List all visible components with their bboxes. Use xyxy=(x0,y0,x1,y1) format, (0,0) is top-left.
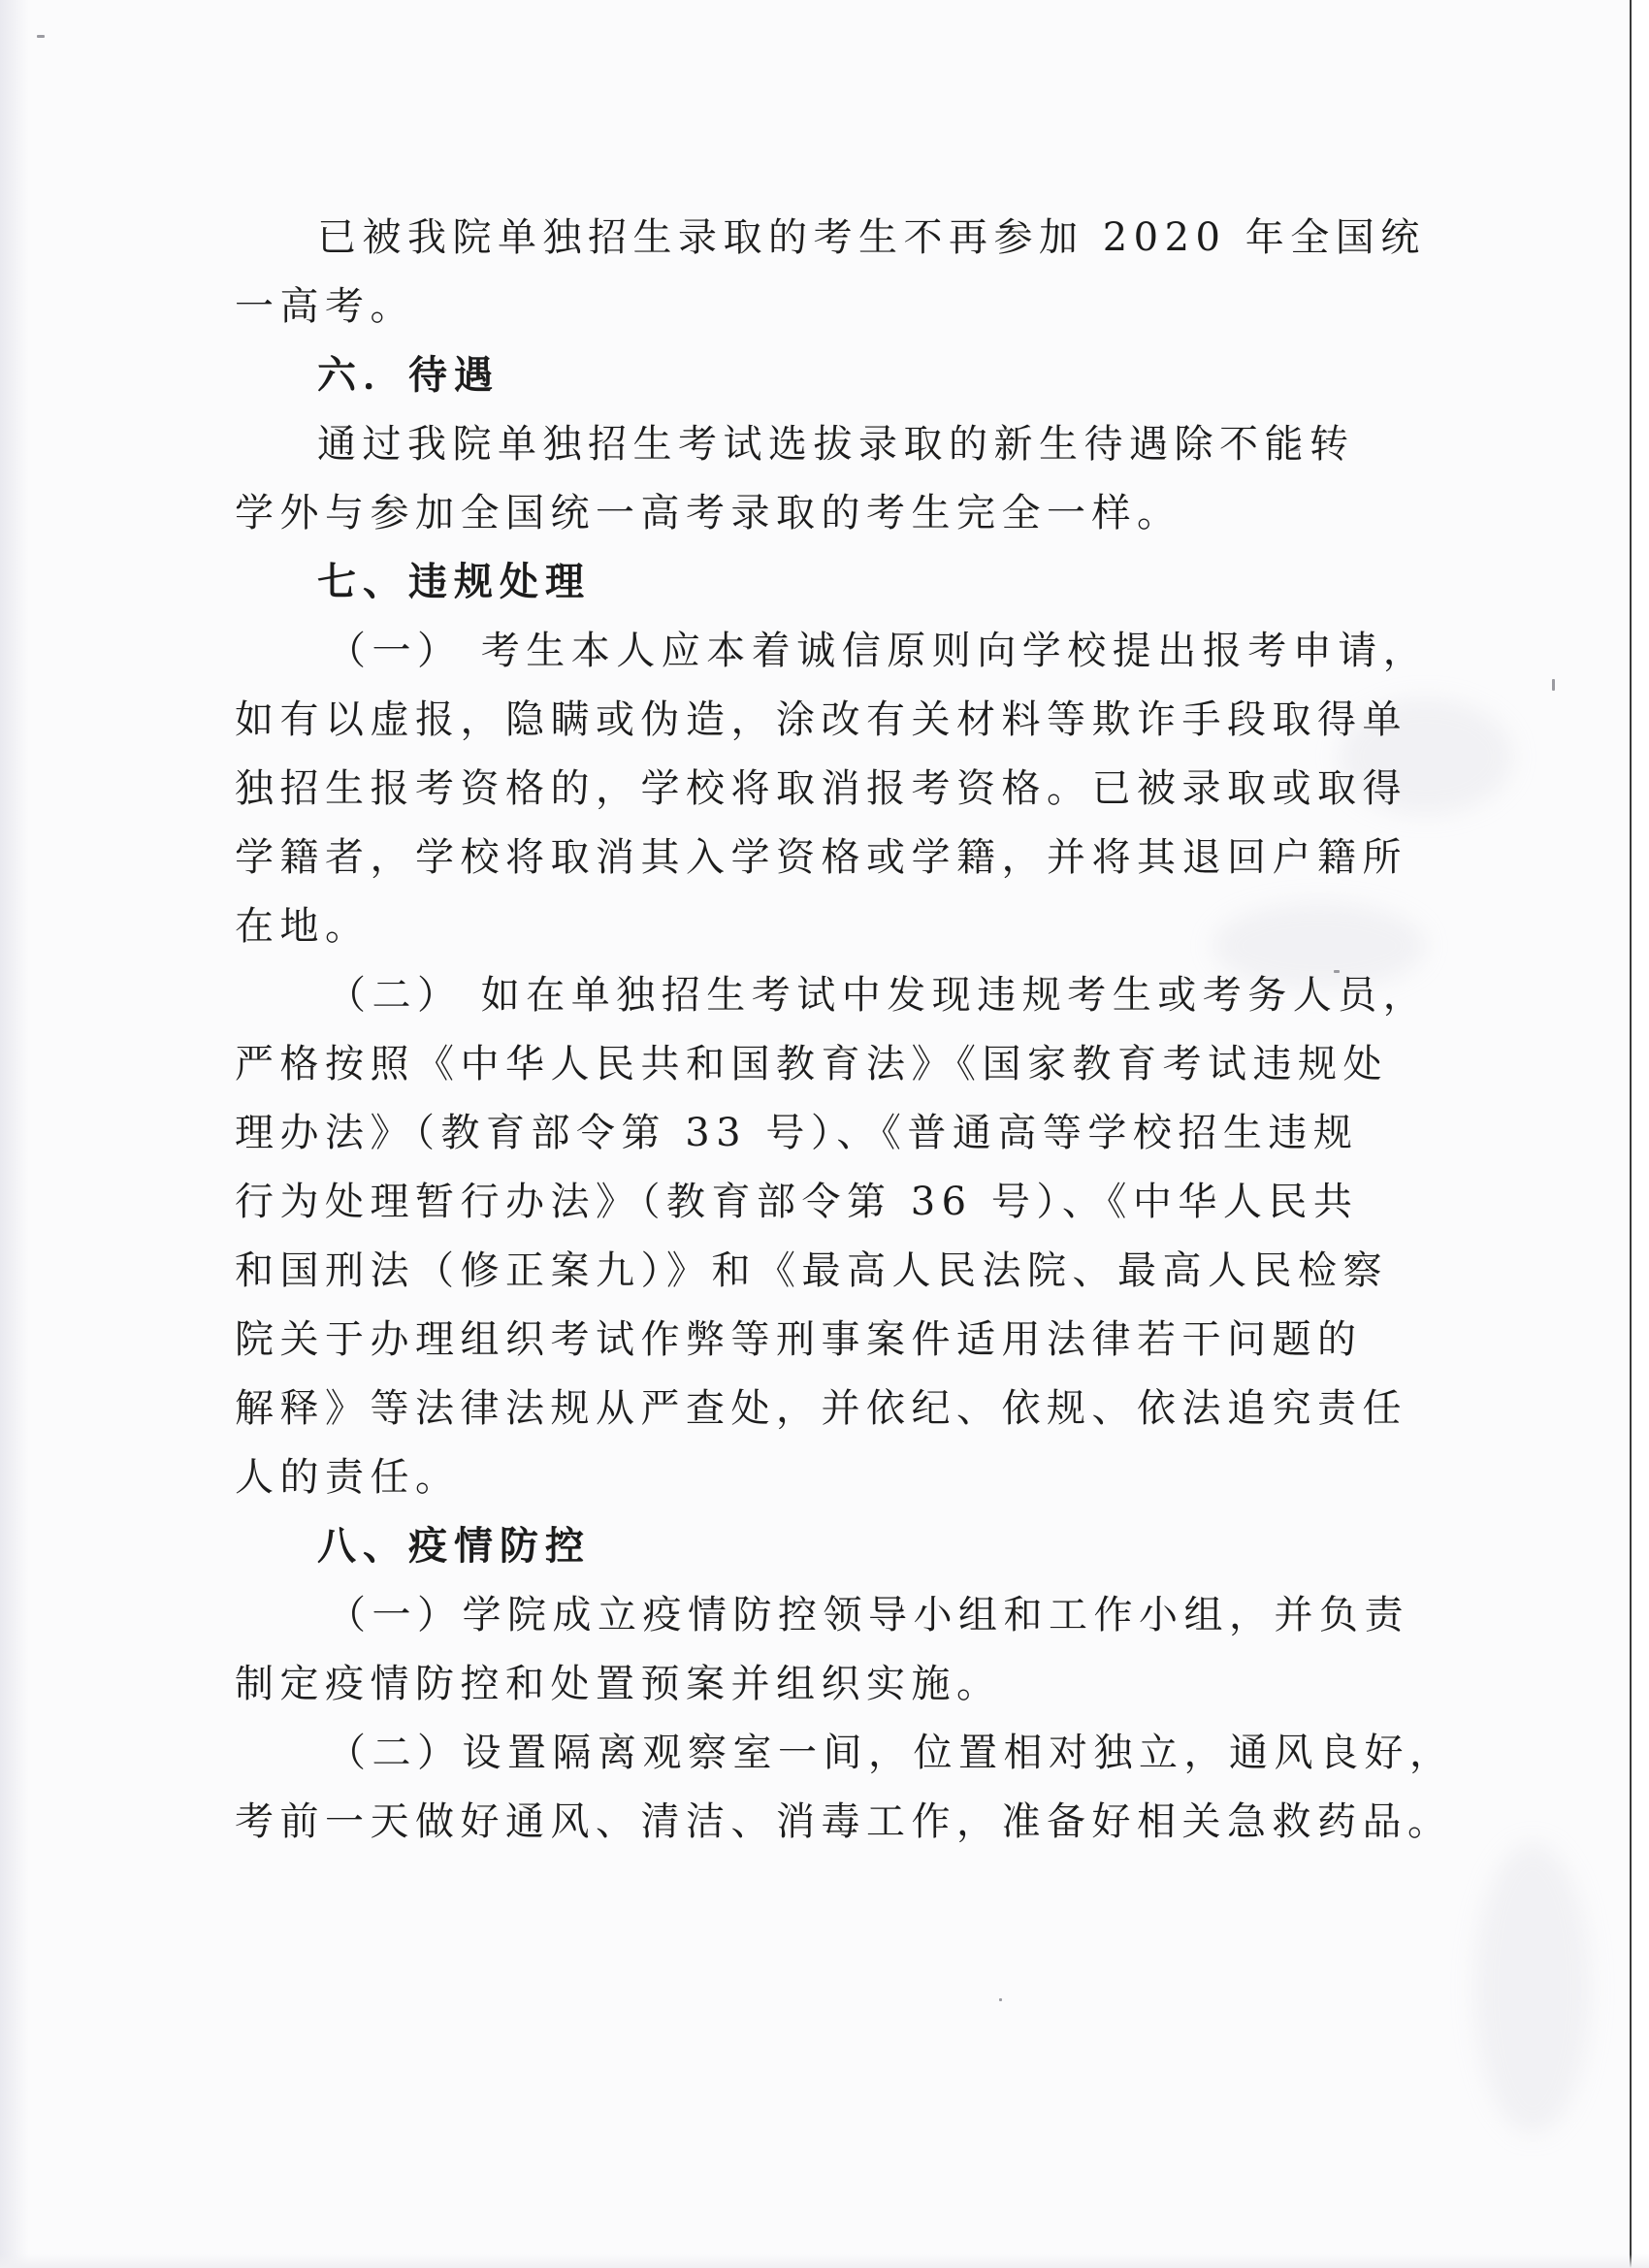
paragraph-line: 在地。 xyxy=(235,904,371,949)
paragraph-line: 和国刑法（修正案九）》和《最高人民法院、最高人民检察 xyxy=(235,1248,1388,1293)
scan-border-right xyxy=(1630,0,1649,2268)
paragraph-line: 通过我院单独招生考试选拔录取的新生待遇除不能转 xyxy=(317,422,1355,467)
section-heading-epidemic-prevention: 八、疫情防控 xyxy=(317,1524,591,1569)
paragraph-line: 行为处理暂行办法》（教育部令第 36 号）、《中华人民共 xyxy=(235,1180,1359,1224)
scan-smudge xyxy=(1474,1843,1591,2134)
scan-shadow-bottom xyxy=(0,2254,1649,2268)
paragraph-line: （一） 考生本人应本着诚信原则向学校提出报考申请， xyxy=(327,629,1429,673)
scan-speck xyxy=(999,1998,1002,2001)
paragraph-line: 理办法》（教育部令第 33 号）、《普通高等学校招生违规 xyxy=(235,1111,1359,1155)
paragraph-line: 已被我院单独招生录取的考生不再参加 2020 年全国统 xyxy=(317,215,1426,260)
section-heading-violations: 七、违规处理 xyxy=(317,560,591,604)
paragraph-line: （一）学院成立疫情防控领导小组和工作小组，并负责 xyxy=(327,1593,1409,1637)
paragraph-line: 如有以虚报，隐瞒或伪造，涂改有关材料等欺诈手段取得单 xyxy=(235,697,1407,742)
paragraph-line: 解释》等法律法规从严查处，并依纪、依规、依法追究责任 xyxy=(235,1386,1407,1431)
paragraph-line: 考前一天做好通风、清洁、消毒工作，准备好相关急救药品。 xyxy=(235,1799,1453,1844)
paragraph-line: 一高考。 xyxy=(235,284,415,329)
paragraph-line: 严格按照《中华人民共和国教育法》《国家教育考试违规处 xyxy=(235,1042,1388,1086)
scan-shadow-left xyxy=(0,0,29,2268)
paragraph-line: 人的责任。 xyxy=(235,1455,461,1500)
scan-speck xyxy=(37,35,45,38)
paragraph-line: （二）设置隔离观察室一间，位置相对独立，通风良好， xyxy=(327,1731,1455,1775)
paragraph-line: 制定疫情防控和处置预案并组织实施。 xyxy=(235,1662,1002,1706)
document-body xyxy=(235,204,1455,1857)
scan-speck xyxy=(1552,679,1555,691)
paragraph-line: 独招生报考资格的，学校将取消报考资格。已被录取或取得 xyxy=(235,766,1407,811)
paragraph-line: （二） 如在单独招生考试中发现违规考生或考务人员， xyxy=(327,973,1429,1018)
section-heading-benefits: 六．待遇 xyxy=(317,353,500,398)
paragraph-line: 院关于办理组织考试作弊等刑事案件适用法律若干问题的 xyxy=(235,1317,1363,1362)
paragraph-line: 学籍者，学校将取消其入学资格或学籍，并将其退回户籍所 xyxy=(235,835,1407,880)
paragraph-line: 学外与参加全国统一高考录取的考生完全一样。 xyxy=(235,491,1182,535)
